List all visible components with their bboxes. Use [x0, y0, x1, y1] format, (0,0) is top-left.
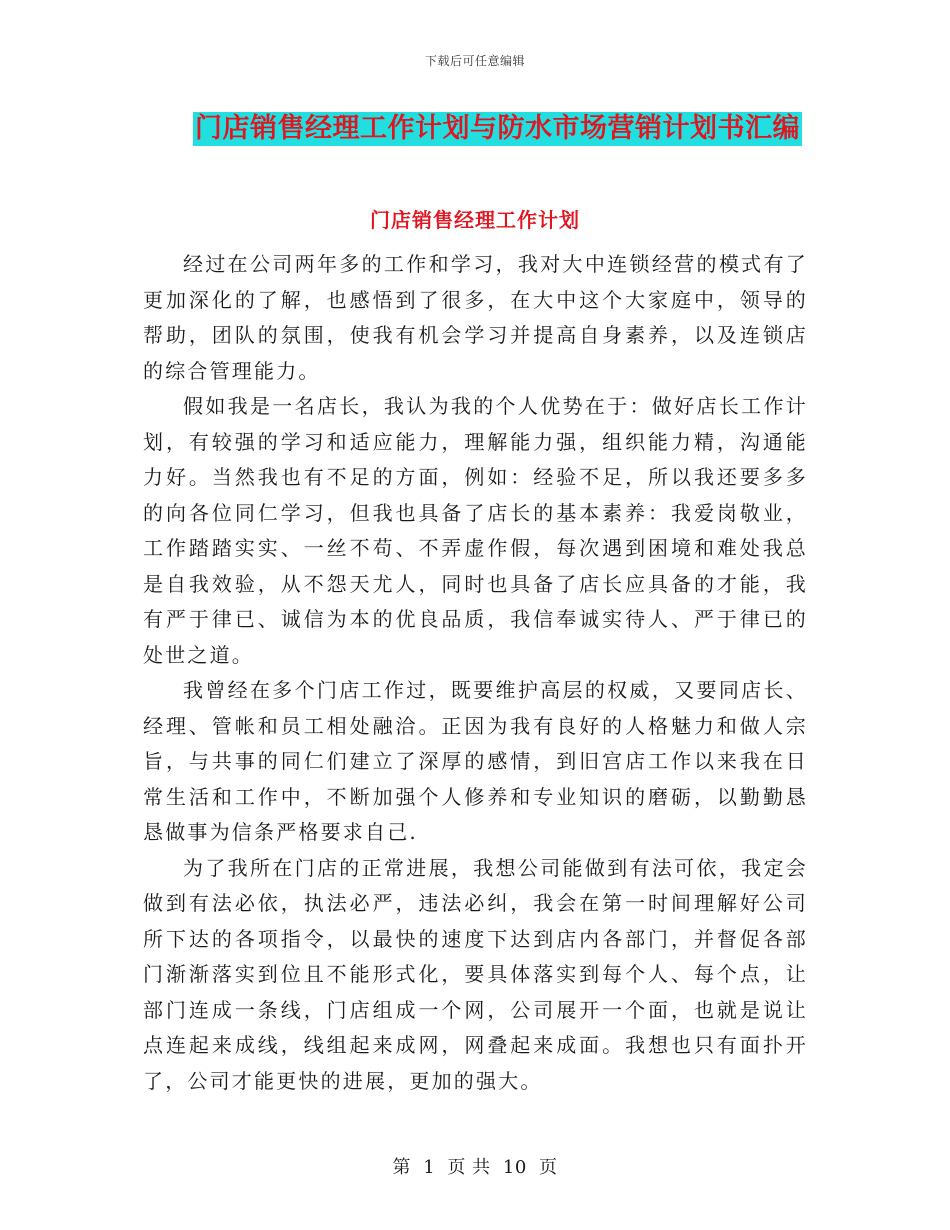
section-title: 门店销售经理工作计划 — [370, 208, 580, 232]
document-body — [143, 247, 808, 1099]
footer-total-pages: 10 — [502, 1157, 527, 1178]
paragraph: 我曾经在多个门店工作过，既要维护高层的权威，又要同店长、经理、管帐和员工相处融洽。正因为我有良好的人格魅力和做人宗旨，与共事的同仁们建立了深厚的感情，到旧宫店工作以来我在日常生活和工作中，不断加强个人修养和专业知识的磨砺，以勤勤恳恳做事为信条严格要求自己. — [143, 678, 808, 844]
document-title-container — [0, 112, 950, 146]
header-note: 下载后可任意编辑 — [424, 54, 525, 68]
document-title: 门店销售经理工作计划与防水市场营销计划书汇编 — [195, 113, 800, 144]
paragraph: 假如我是一名店长，我认为我的个人优势在于：做好店长工作计划，有较强的学习和适应能力，理解能力强，组织能力精，沟通能力好。当然我也有不足的方面，例如：经验不足，所以我还要多多的向各位同仁学习，但我也具备了店长的基本素养：我爱岗敬业，工作踏踏实实、一丝不苟、不弄虚作假，每次遇到困境和难处我总是自我效验，从不怨天尤人，同时也具备了店长应具备的才能，我有严于律已、诚信为本的优良品质，我信奉诚实待人、严于律已的处世之道。 — [143, 394, 808, 667]
footer-page-number: 1 — [423, 1157, 436, 1178]
footer-prefix: 第 — [392, 1157, 411, 1178]
paragraph: 为了我所在门店的正常进展，我想公司能做到有法可依，我定会做到有法必依，执法必严，违法必纠，我会在第一时间理解好公司所下达的各项指令，以最快的速度下达到店内各部门，并督促各部门渐渐落实到位且不能形式化，要具体落实到每个人、每个点，让部门连成一条线，门店组成一个网，公司展开一个面，也就是说让点连起来成线，线组起来成网，网叠起来成面。我想也只有面扑开了，公司才能更快的进展，更加的强大。 — [143, 855, 808, 1093]
footer-suffix: 页 — [539, 1157, 558, 1178]
footer-middle: 页 共 — [447, 1157, 491, 1178]
paragraph: 经过在公司两年多的工作和学习，我对大中连锁经营的模式有了更加深化的了解，也感悟到了很多，在大中这个大家庭中，领导的帮助，团队的氛围，使我有机会学习并提高自身素养，以及连锁店的综合管理能力。 — [143, 252, 808, 383]
page-footer — [0, 1153, 950, 1179]
